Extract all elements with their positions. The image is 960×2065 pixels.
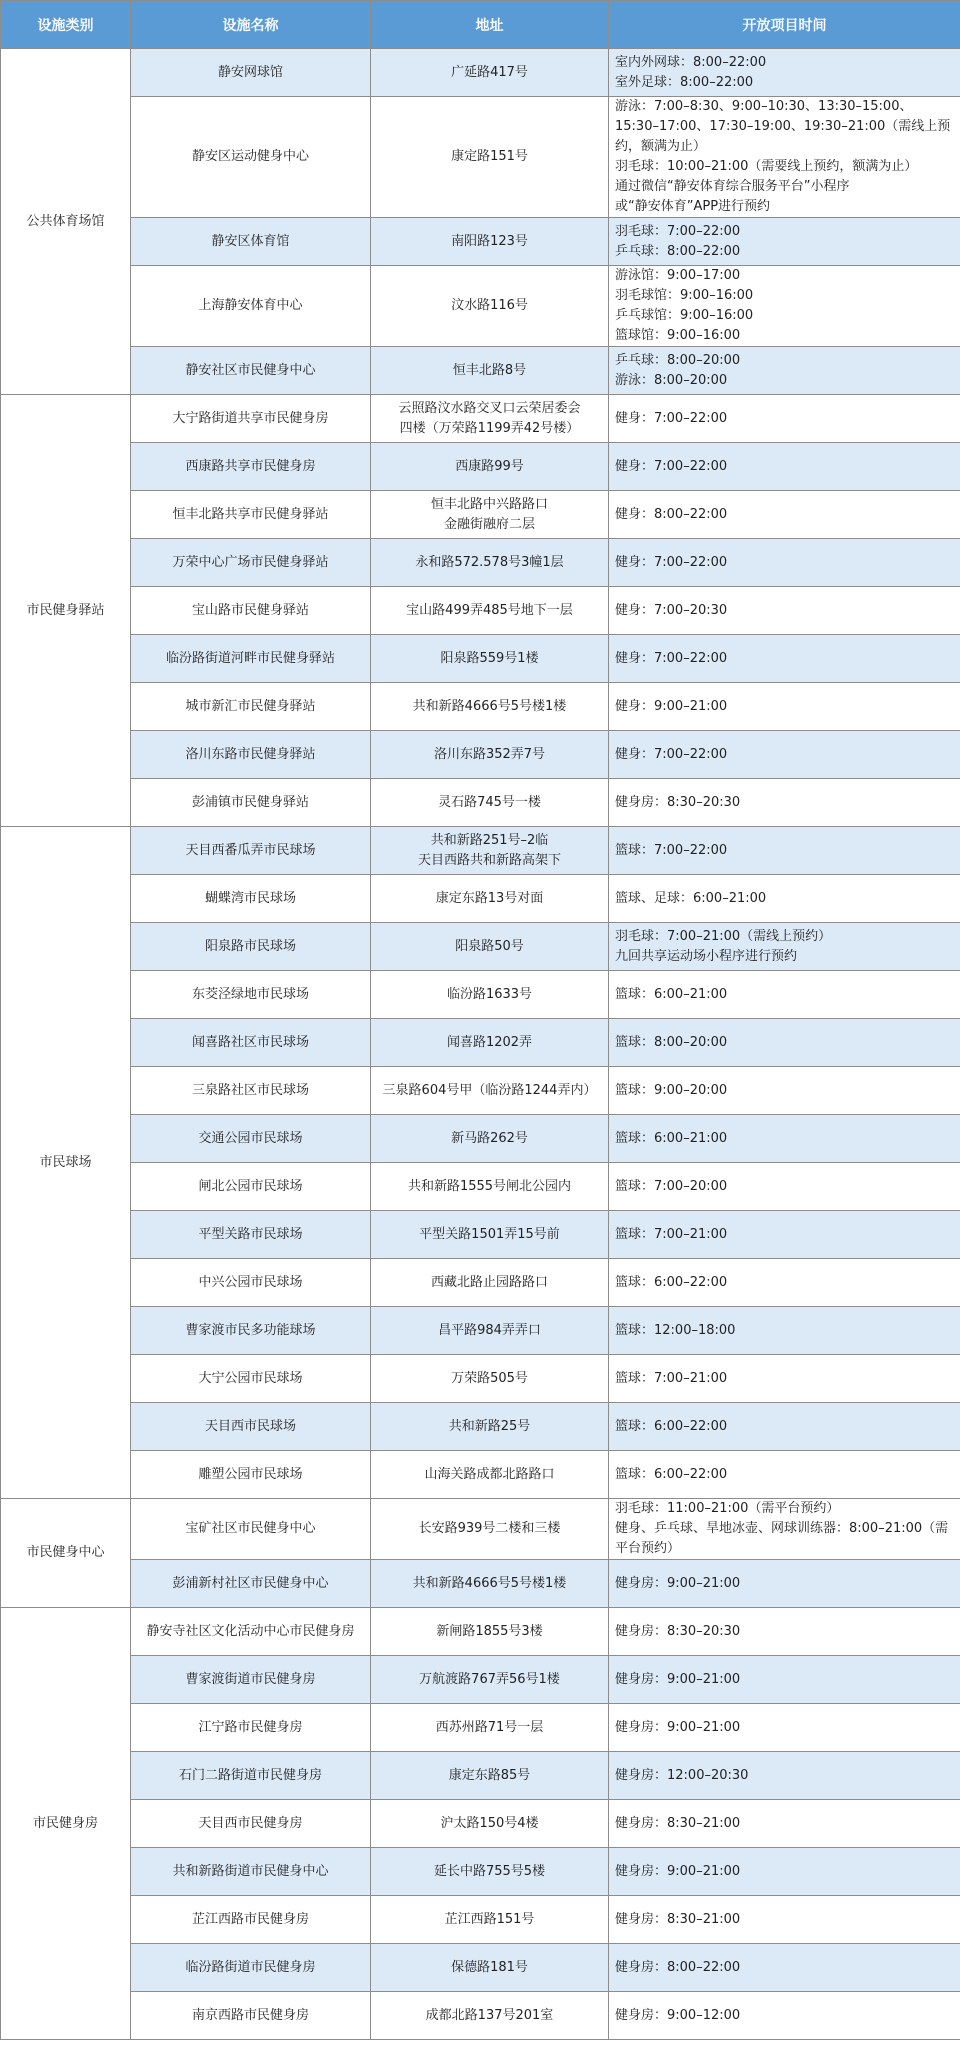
facility-name-cell: 蝴蝶湾市民球场: [131, 875, 371, 923]
facility-name-cell: 城市新汇市民健身驿站: [131, 683, 371, 731]
table-row: [1, 49, 960, 97]
table-row: [1, 1800, 960, 1848]
facility-name-cell: 天目西市民健身房: [131, 1800, 371, 1848]
address-cell: 共和新路25号: [371, 1403, 609, 1451]
table-row: [1, 1499, 960, 1560]
facility-name-cell: 临汾路街道河畔市民健身驿站: [131, 635, 371, 683]
table-body: [1, 49, 960, 2040]
address-cell: 西藏北路止园路路口: [371, 1259, 609, 1307]
hours-cell: 篮球：6:00–22:00: [609, 1451, 960, 1499]
table-row: [1, 491, 960, 539]
facility-name-cell: 闸北公园市民球场: [131, 1163, 371, 1211]
table-row: [1, 731, 960, 779]
table-row: [1, 971, 960, 1019]
address-cell: 康定路151号: [371, 97, 609, 218]
address-cell: 共和新路251号–2临 天目西路共和新路高架下: [371, 827, 609, 875]
facility-name-cell: 三泉路社区市民球场: [131, 1067, 371, 1115]
hours-cell: 篮球、足球：6:00–21:00: [609, 875, 960, 923]
category-cell: 公共体育场馆: [1, 49, 131, 395]
hours-cell: 健身：8:00–22:00: [609, 491, 960, 539]
hours-cell: 健身：7:00–22:00: [609, 395, 960, 443]
table-row: [1, 97, 960, 218]
facility-name-cell: 万荣中心广场市民健身驿站: [131, 539, 371, 587]
table-row: [1, 1355, 960, 1403]
address-cell: 闻喜路1202弄: [371, 1019, 609, 1067]
table-row: [1, 347, 960, 395]
hours-cell: 游泳：7:00–8:30、9:00–10:30、13:30–15:00、15:30–17:00、17:30–19:00、19:30–21:00（需线上预约，额满为止） 羽毛球：10:00–21:00（需要线上预约，额满为止） 通过微信“静安体育综合服务平台”小程序 或“静安体育”APP进行预约: [609, 97, 960, 218]
address-cell: 万航渡路767弄56号1楼: [371, 1656, 609, 1704]
hours-cell: 健身房：8:30–20:30: [609, 1608, 960, 1656]
address-cell: 云照路汶水路交叉口云荣居委会 四楼（万荣路1199弄42号楼）: [371, 395, 609, 443]
table-row: [1, 683, 960, 731]
table-row: [1, 1848, 960, 1896]
hours-cell: 羽毛球：7:00–22:00 乒乓球：8:00–22:00: [609, 218, 960, 266]
facility-name-cell: 恒丰北路共享市民健身驿站: [131, 491, 371, 539]
table-row: [1, 395, 960, 443]
facility-name-cell: 平型关路市民球场: [131, 1211, 371, 1259]
address-cell: 三泉路604号甲（临汾路1244弄内）: [371, 1067, 609, 1115]
hours-cell: 篮球：6:00–22:00: [609, 1259, 960, 1307]
table-row: [1, 1451, 960, 1499]
table-row: [1, 1163, 960, 1211]
header-address: 地址: [371, 1, 609, 49]
hours-cell: 篮球：6:00–21:00: [609, 1115, 960, 1163]
facility-name-cell: 宝山路市民健身驿站: [131, 587, 371, 635]
address-cell: 山海关路成都北路路口: [371, 1451, 609, 1499]
address-cell: 成都北路137号201室: [371, 1992, 609, 2040]
table-row: [1, 587, 960, 635]
facility-name-cell: 临汾路街道市民健身房: [131, 1944, 371, 1992]
address-cell: 芷江西路151号: [371, 1896, 609, 1944]
address-cell: 万荣路505号: [371, 1355, 609, 1403]
hours-cell: 健身：7:00–22:00: [609, 443, 960, 491]
header-name: 设施名称: [131, 1, 371, 49]
address-cell: 西苏州路71号一层: [371, 1704, 609, 1752]
hours-cell: 篮球：7:00–22:00: [609, 827, 960, 875]
facility-name-cell: 静安网球馆: [131, 49, 371, 97]
table-row: [1, 266, 960, 347]
address-cell: 阳泉路559号1楼: [371, 635, 609, 683]
facility-name-cell: 曹家渡市民多功能球场: [131, 1307, 371, 1355]
address-cell: 共和新路4666号5号楼1楼: [371, 683, 609, 731]
facility-name-cell: 芷江西路市民健身房: [131, 1896, 371, 1944]
table-row: [1, 1992, 960, 2040]
facility-name-cell: 大宁公园市民球场: [131, 1355, 371, 1403]
address-cell: 阳泉路50号: [371, 923, 609, 971]
table-row: [1, 1560, 960, 1608]
header-hours: 开放项目时间: [609, 1, 960, 49]
hours-cell: 健身：7:00–22:00: [609, 731, 960, 779]
address-cell: 沪太路150号4楼: [371, 1800, 609, 1848]
table-row: [1, 1211, 960, 1259]
table-row: [1, 1704, 960, 1752]
hours-cell: 健身房：8:00–22:00: [609, 1944, 960, 1992]
facility-name-cell: 静安区体育馆: [131, 218, 371, 266]
hours-cell: 游泳馆：9:00–17:00 羽毛球馆：9:00–16:00 乒乓球馆：9:00–16:00 篮球馆：9:00–16:00: [609, 266, 960, 347]
table-row: [1, 1307, 960, 1355]
table-row: [1, 1067, 960, 1115]
address-cell: 临汾路1633号: [371, 971, 609, 1019]
address-cell: 宝山路499弄485号地下一层: [371, 587, 609, 635]
facility-name-cell: 东茭泾绿地市民球场: [131, 971, 371, 1019]
hours-cell: 健身房：12:00–20:30: [609, 1752, 960, 1800]
category-cell: 市民球场: [1, 827, 131, 1499]
facility-name-cell: 交通公园市民球场: [131, 1115, 371, 1163]
table-row: [1, 1115, 960, 1163]
facility-name-cell: 南京西路市民健身房: [131, 1992, 371, 2040]
address-cell: 共和新路4666号5号楼1楼: [371, 1560, 609, 1608]
table-row: [1, 539, 960, 587]
facility-name-cell: 静安社区市民健身中心: [131, 347, 371, 395]
hours-cell: 健身：7:00–22:00: [609, 635, 960, 683]
facility-name-cell: 彭浦镇市民健身驿站: [131, 779, 371, 827]
table-row: [1, 875, 960, 923]
hours-cell: 健身房：8:30–20:30: [609, 779, 960, 827]
facility-name-cell: 静安区运动健身中心: [131, 97, 371, 218]
hours-cell: 篮球：6:00–22:00: [609, 1403, 960, 1451]
address-cell: 恒丰北路8号: [371, 347, 609, 395]
hours-cell: 健身房：9:00–21:00: [609, 1560, 960, 1608]
address-cell: 昌平路984弄弄口: [371, 1307, 609, 1355]
hours-cell: 健身房：9:00–21:00: [609, 1848, 960, 1896]
hours-cell: 健身房：9:00–21:00: [609, 1656, 960, 1704]
table-row: [1, 443, 960, 491]
facility-name-cell: 阳泉路市民球场: [131, 923, 371, 971]
header-row: [1, 1, 960, 49]
hours-cell: 乒乓球：8:00–20:00 游泳：8:00–20:00: [609, 347, 960, 395]
address-cell: 西康路99号: [371, 443, 609, 491]
facility-name-cell: 石门二路街道市民健身房: [131, 1752, 371, 1800]
hours-cell: 篮球：7:00–21:00: [609, 1355, 960, 1403]
table-row: [1, 1608, 960, 1656]
table-row: [1, 1752, 960, 1800]
category-cell: 市民健身房: [1, 1608, 131, 2040]
table-row: [1, 1259, 960, 1307]
address-cell: 平型关路1501弄15号前: [371, 1211, 609, 1259]
hours-cell: 健身：9:00–21:00: [609, 683, 960, 731]
address-cell: 延长中路755号5楼: [371, 1848, 609, 1896]
table-row: [1, 218, 960, 266]
hours-cell: 篮球：7:00–21:00: [609, 1211, 960, 1259]
hours-cell: 羽毛球：7:00–21:00（需线上预约） 九回共享运动场小程序进行预约: [609, 923, 960, 971]
table-row: [1, 1944, 960, 1992]
hours-cell: 篮球：9:00–20:00: [609, 1067, 960, 1115]
facility-name-cell: 天目西市民球场: [131, 1403, 371, 1451]
table-row: [1, 1019, 960, 1067]
address-cell: 洛川东路352弄7号: [371, 731, 609, 779]
facility-name-cell: 雕塑公园市民球场: [131, 1451, 371, 1499]
facility-name-cell: 闻喜路社区市民球场: [131, 1019, 371, 1067]
facility-name-cell: 静安寺社区文化活动中心市民健身房: [131, 1608, 371, 1656]
hours-cell: 健身：7:00–22:00: [609, 539, 960, 587]
address-cell: 南阳路123号: [371, 218, 609, 266]
table-row: [1, 1896, 960, 1944]
address-cell: 长安路939号二楼和三楼: [371, 1499, 609, 1560]
table-row: [1, 923, 960, 971]
hours-cell: 健身房：9:00–12:00: [609, 1992, 960, 2040]
facility-name-cell: 江宁路市民健身房: [131, 1704, 371, 1752]
hours-cell: 篮球：7:00–20:00: [609, 1163, 960, 1211]
table-row: [1, 635, 960, 683]
hours-cell: 室内外网球：8:00–22:00 室外足球：8:00–22:00: [609, 49, 960, 97]
hours-cell: 篮球：8:00–20:00: [609, 1019, 960, 1067]
address-cell: 共和新路1555号闸北公园内: [371, 1163, 609, 1211]
table-row: [1, 1403, 960, 1451]
category-cell: 市民健身中心: [1, 1499, 131, 1608]
facility-name-cell: 上海静安体育中心: [131, 266, 371, 347]
address-cell: 永和路572.578号3幢1层: [371, 539, 609, 587]
hours-cell: 健身房：8:30–21:00: [609, 1896, 960, 1944]
address-cell: 保德路181号: [371, 1944, 609, 1992]
table-row: [1, 779, 960, 827]
facility-name-cell: 洛川东路市民健身驿站: [131, 731, 371, 779]
header-category: 设施类别: [1, 1, 131, 49]
hours-cell: 健身房：8:30–21:00: [609, 1800, 960, 1848]
address-cell: 恒丰北路中兴路路口 金融街融府二层: [371, 491, 609, 539]
facility-name-cell: 西康路共享市民健身房: [131, 443, 371, 491]
facility-name-cell: 共和新路街道市民健身中心: [131, 1848, 371, 1896]
address-cell: 康定东路13号对面: [371, 875, 609, 923]
category-cell: 市民健身驿站: [1, 395, 131, 827]
table-row: [1, 1656, 960, 1704]
address-cell: 康定东路85号: [371, 1752, 609, 1800]
address-cell: 广延路417号: [371, 49, 609, 97]
hours-cell: 篮球：6:00–21:00: [609, 971, 960, 1019]
hours-cell: 篮球：12:00–18:00: [609, 1307, 960, 1355]
address-cell: 新闸路1855号3楼: [371, 1608, 609, 1656]
hours-cell: 健身房：9:00–21:00: [609, 1704, 960, 1752]
facility-name-cell: 大宁路街道共享市民健身房: [131, 395, 371, 443]
facility-name-cell: 彭浦新村社区市民健身中心: [131, 1560, 371, 1608]
address-cell: 灵石路745号一楼: [371, 779, 609, 827]
address-cell: 汶水路116号: [371, 266, 609, 347]
facility-name-cell: 曹家渡街道市民健身房: [131, 1656, 371, 1704]
facility-name-cell: 宝矿社区市民健身中心: [131, 1499, 371, 1560]
facility-name-cell: 中兴公园市民球场: [131, 1259, 371, 1307]
facility-name-cell: 天目西番瓜弄市民球场: [131, 827, 371, 875]
hours-cell: 健身：7:00–20:30: [609, 587, 960, 635]
hours-cell: 羽毛球：11:00–21:00（需平台预约） 健身、乒乓球、旱地冰壶、网球训练器：8:00–21:00（需平台预约）: [609, 1499, 960, 1560]
table-row: [1, 827, 960, 875]
address-cell: 新马路262号: [371, 1115, 609, 1163]
